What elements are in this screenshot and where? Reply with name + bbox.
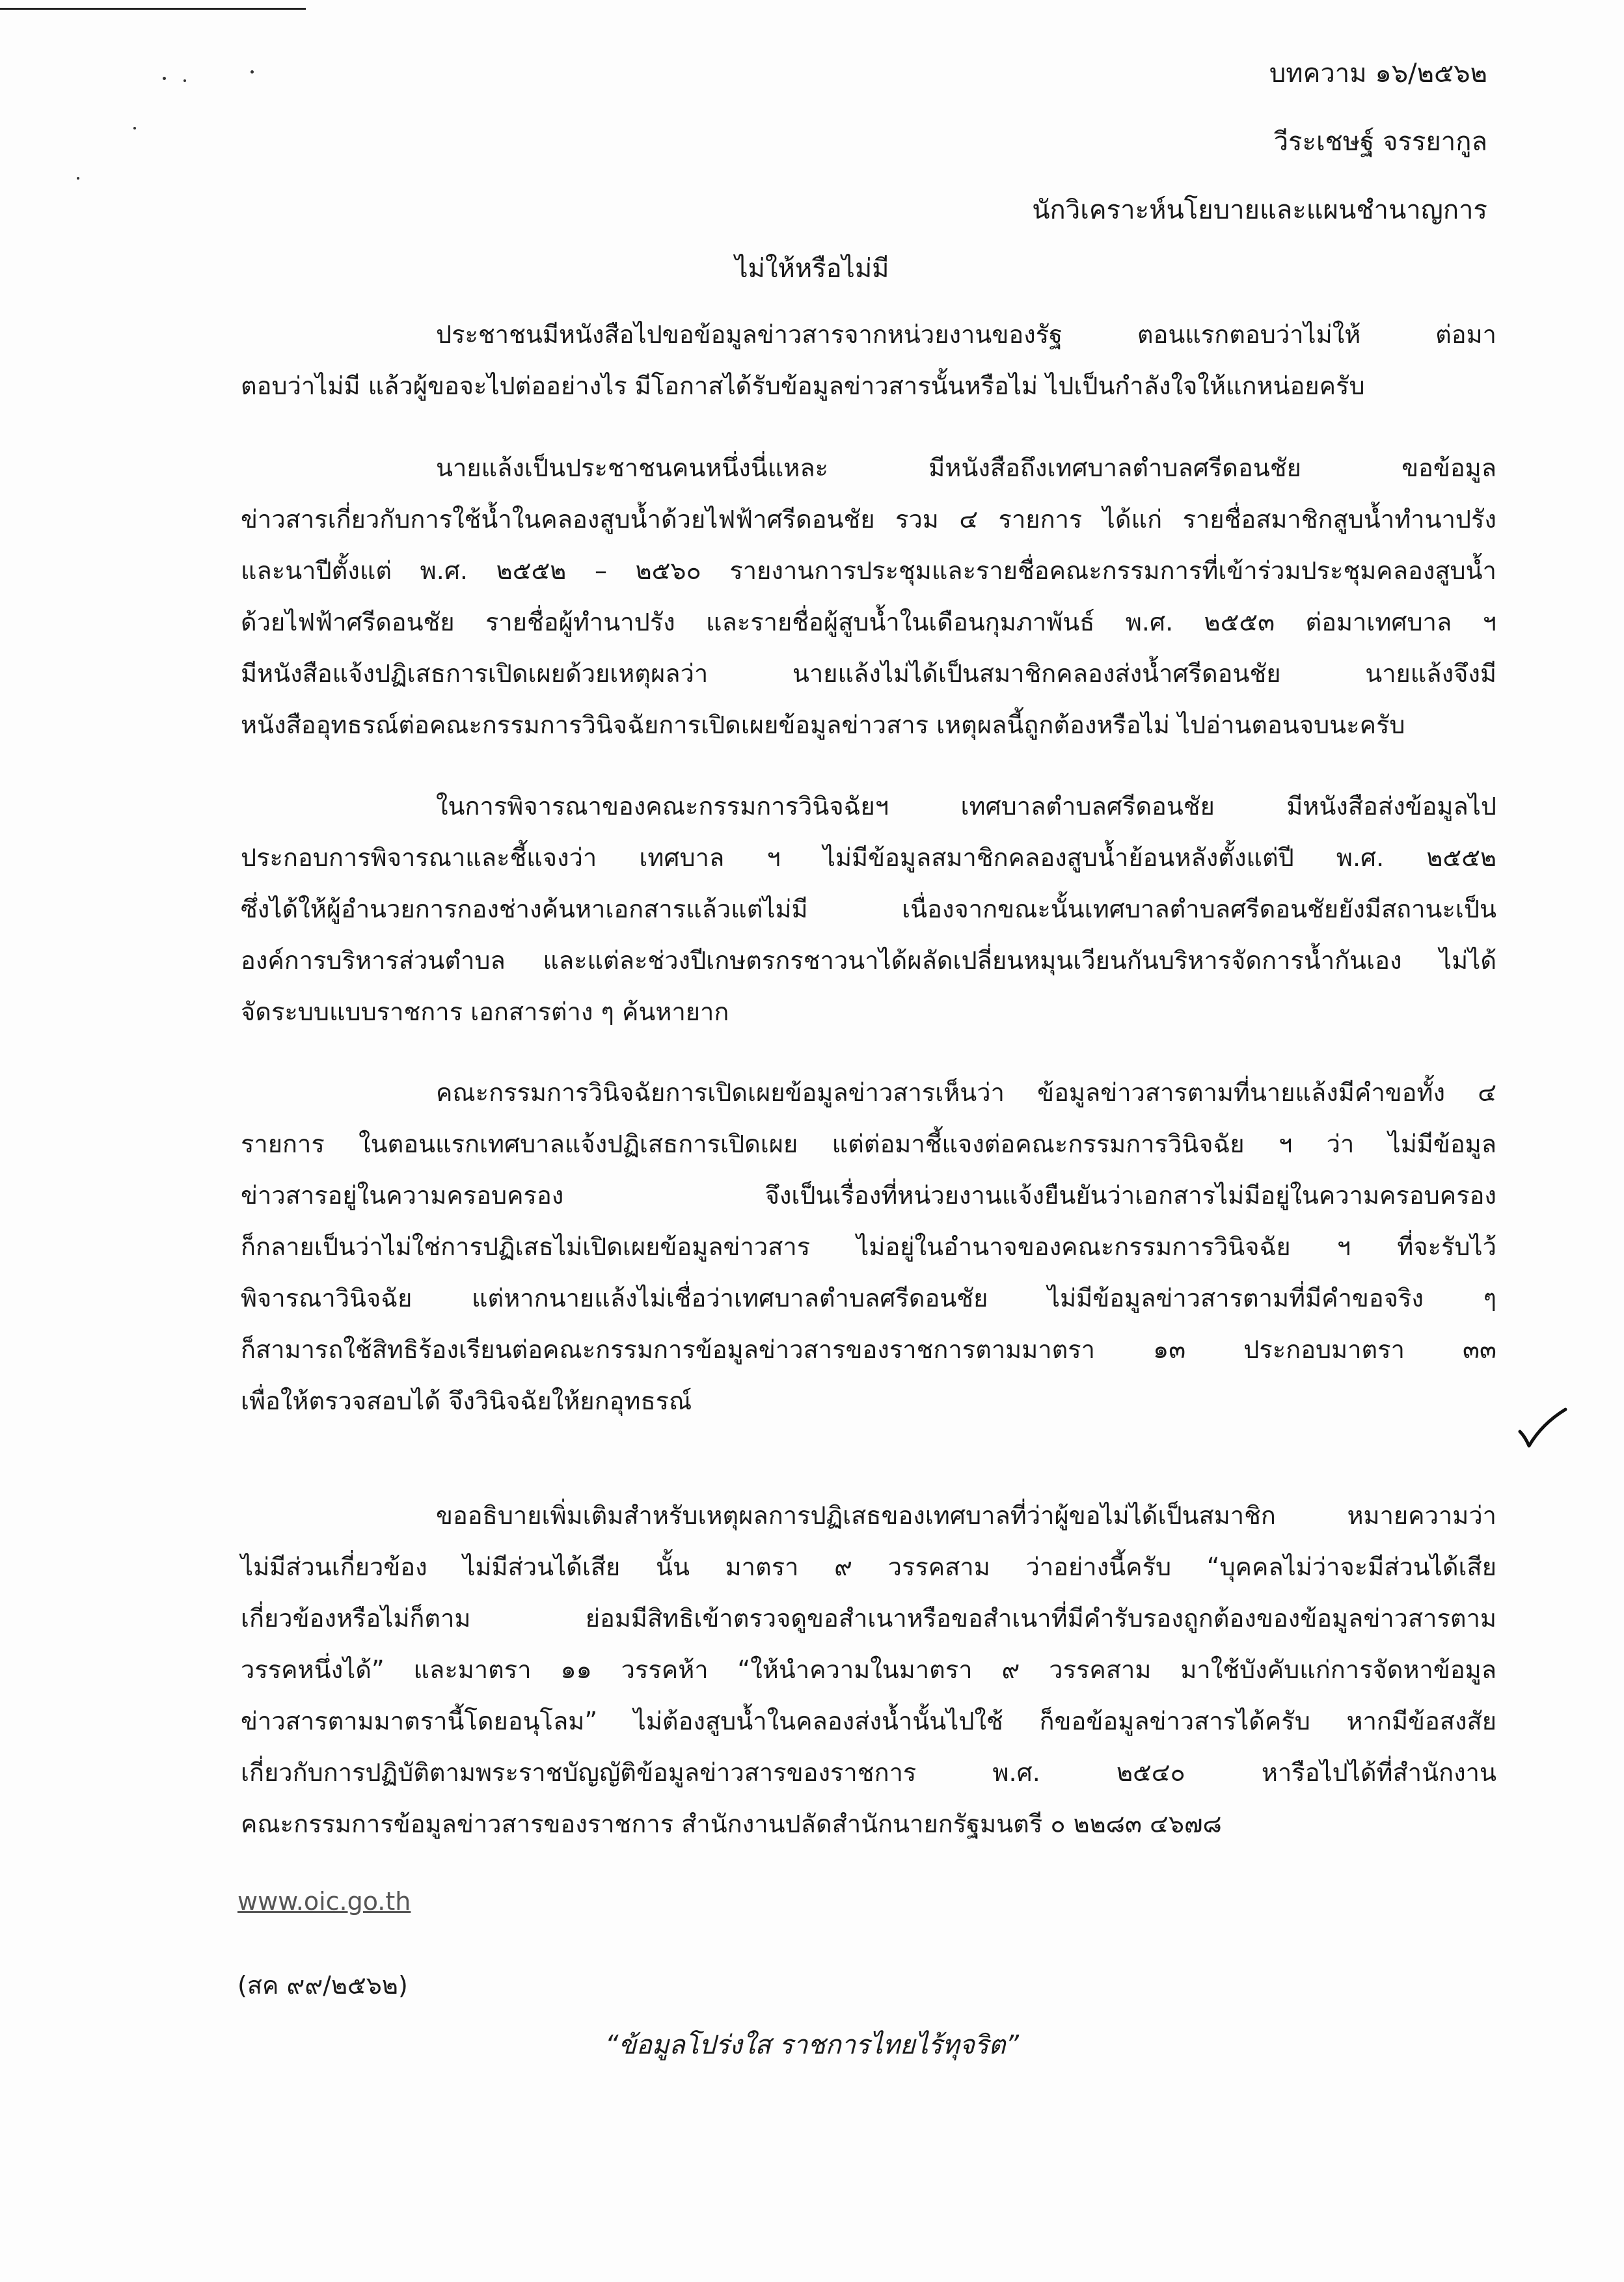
paragraph-2 xyxy=(241,442,1496,751)
scan-speck xyxy=(77,177,79,180)
paragraph-3 xyxy=(241,781,1496,1038)
paragraph-line: จัดระบบแบบราชการ เอกสารต่าง ๆ ค้นหายาก xyxy=(241,998,729,1026)
reference-code: (สค ๙๙/๒๕๖๒) xyxy=(237,1971,408,2000)
paragraph-line: และนาปีตั้งแต่ พ.ศ. ๒๕๕๒ – ๒๕๖๐ รายงานการประชุมและรายชื่อคณะกรรมการที่เข้าร่วมประชุมคลองสูบน้ำ xyxy=(241,556,1496,585)
scan-speck xyxy=(183,79,186,82)
paragraph-line: ก็สามารถใช้สิทธิร้องเรียนต่อคณะกรรมการข้อมูลข่าวสารของราชการตามมาตรา ๑๓ ประกอบมาตรา ๓๓ xyxy=(241,1335,1496,1364)
paragraph-line: รายการ ในตอนแรกเทศบาลแจ้งปฏิเสธการเปิดเผย แต่ต่อมาชี้แจงต่อคณะกรรมการวินิจฉัย ฯ ว่า ไม่มีข้อมูล xyxy=(241,1130,1496,1158)
paragraph-line: เพื่อให้ตรวจสอบได้ จึงวินิจฉัยให้ยกอุทธรณ์ xyxy=(241,1387,692,1415)
paragraph-line: มีหนังสือแจ้งปฏิเสธการเปิดเผยด้วยเหตุผลว่า นายแล้งไม่ได้เป็นสมาชิกคลองส่งน้ำศรีดอนชัย นายแล้งจึงมี xyxy=(241,659,1496,688)
paragraph-line: เกี่ยวกับการปฏิบัติตามพระราชบัญญัติข้อมูลข่าวสารของราชการ พ.ศ. ๒๕๔๐ หารือไปได้ที่สำนักงาน xyxy=(241,1758,1496,1787)
scan-artifact-line xyxy=(0,8,306,10)
paragraph-1 xyxy=(241,309,1496,412)
paragraph-line: ข่าวสารตามมาตรานี้โดยอนุโลม” ไม่ต้องสูบน้ำในคลองส่งน้ำนั้นไปใช้ ก็ขอข้อมูลข่าวสารได้ครับ หากมีข้อสงสัย xyxy=(241,1707,1496,1735)
author-name: วีระเชษฐ์ จรรยากูล xyxy=(1273,127,1487,157)
paragraph-4 xyxy=(241,1067,1496,1427)
paragraph-line: ซึ่งได้ให้ผู้อำนวยการกองช่างค้นหาเอกสารแล้วแต่ไม่มี เนื่องจากขณะนั้นเทศบาลตำบลศรีดอนชัยยังมีสถานะเป็น xyxy=(241,895,1496,923)
paragraph-line: ประชาชนมีหนังสือไปขอข้อมูลข่าวสารจากหน่วยงานของรัฐ ตอนแรกตอบว่าไม่ให้ ต่อมา xyxy=(436,320,1496,349)
paragraph-line: นายแล้งเป็นประชาชนคนหนึ่งนี่แหละ มีหนังสือถึงเทศบาลตำบลศรีดอนชัย ขอข้อมูล xyxy=(436,454,1496,482)
paragraph-line: ไม่มีส่วนเกี่ยวข้อง ไม่มีส่วนได้เสีย นั้น มาตรา ๙ วรรคสาม ว่าอย่างนี้ครับ “บุคคลไม่ว่าจะมีส่วนได้เสีย xyxy=(241,1553,1496,1581)
slogan: “ข้อมูลโปร่งใส ราชการไทยไร้ทุจริต” xyxy=(604,2030,1020,2060)
scan-speck xyxy=(163,77,166,80)
paragraph-line: หนังสืออุทธรณ์ต่อคณะกรรมการวินิจฉัยการเปิดเผยข้อมูลข่าวสาร เหตุผลนี้ถูกต้องหรือไม่ ไปอ่านตอนจบนะครับ xyxy=(241,711,1405,739)
handwritten-checkmark-icon xyxy=(1516,1406,1568,1451)
article-number: บทความ ๑๖/๒๕๖๒ xyxy=(1269,59,1487,88)
paragraph-line: องค์การบริหารส่วนตำบล และแต่ละช่วงปีเกษตรกรชาวนาได้ผลัดเปลี่ยนหมุนเวียนกันบริหารจัดการน้ำกันเอง ไม่ได้ xyxy=(241,946,1496,975)
scan-speck xyxy=(133,127,136,129)
paragraph-line: ด้วยไฟฟ้าศรีดอนชัย รายชื่อผู้ทำนาปรัง และรายชื่อผู้สูบน้ำในเดือนกุมภาพันธ์ พ.ศ. ๒๕๕๓ ต่อมาเทศบาล ฯ xyxy=(241,608,1496,636)
paragraph-line: คณะกรรมการข้อมูลข่าวสารของราชการ สำนักงานปลัดสำนักนายกรัฐมนตรี ๐ ๒๒๘๓ ๔๖๗๘ xyxy=(241,1810,1222,1838)
scan-speck xyxy=(250,70,254,74)
paragraph-line: ประกอบการพิจารณาและชี้แจงว่า เทศบาล ฯ ไม่มีข้อมูลสมาชิกคลองสูบน้ำย้อนหลังตั้งแต่ปี พ.ศ. ๒๕๕๒ xyxy=(241,843,1496,872)
paragraph-line: ข่าวสารเกี่ยวกับการใช้น้ำในคลองสูบน้ำด้วยไฟฟ้าศรีดอนชัย รวม ๔ รายการ ได้แก่ รายชื่อสมาชิกสูบน้ำทำนาปรัง xyxy=(241,505,1496,534)
paragraph-5 xyxy=(241,1490,1496,1850)
paragraph-line: วรรคหนึ่งได้” และมาตรา ๑๑ วรรคห้า “ให้นำความในมาตรา ๙ วรรคสาม มาใช้บังคับแก่การจัดหาข้อมูล xyxy=(241,1655,1496,1684)
paragraph-line: ในการพิจารณาของคณะกรรมการวินิจฉัยฯ เทศบาลตำบลศรีดอนชัย มีหนังสือส่งข้อมูลไป xyxy=(436,792,1496,821)
paragraph-line: พิจารณาวินิจฉัย แต่หากนายแล้งไม่เชื่อว่าเทศบาลตำบลศรีดอนชัย ไม่มีข้อมูลข่าวสารตามที่มีคำขอจริง ๆ xyxy=(241,1284,1496,1312)
paragraph-line: ตอบว่าไม่มี แล้วผู้ขอจะไปต่ออย่างไร มีโอกาสได้รับข้อมูลข่าวสารนั้นหรือไม่ ไปเป็นกำลังใจให้แกหน่อยครับ xyxy=(241,372,1365,400)
paragraph-line: เกี่ยวข้องหรือไม่ก็ตาม ย่อมมีสิทธิเข้าตรวจดูขอสำเนาหรือขอสำเนาที่มีคำรับรองถูกต้องของข้อมูลข่าวสารตาม xyxy=(241,1604,1496,1633)
paragraph-line: ขออธิบายเพิ่มเติมสำหรับเหตุผลการปฏิเสธของเทศบาลที่ว่าผู้ขอไม่ได้เป็นสมาชิก หมายความว่า xyxy=(436,1501,1496,1530)
paragraph-line: ข่าวสารอยู่ในความครอบครอง จึงเป็นเรื่องที่หน่วยงานแจ้งยืนยันว่าเอกสารไม่มีอยู่ในความครอบครอง xyxy=(241,1181,1496,1210)
paragraph-line: คณะกรรมการวินิจฉัยการเปิดเผยข้อมูลข่าวสารเห็นว่า ข้อมูลข่าวสารตามที่นายแล้งมีคำขอทั้ง ๔ xyxy=(436,1078,1496,1107)
document-title: ไม่ให้หรือไม่มี xyxy=(735,254,889,284)
paragraph-line: ก็กลายเป็นว่าไม่ใช่การปฏิเสธไม่เปิดเผยข้อมูลข่าวสาร ไม่อยู่ในอำนาจของคณะกรรมการวินิจฉัย ฯ ที่จะรับไว้ xyxy=(241,1232,1496,1261)
author-position: นักวิเคราะห์นโยบายและแผนชำนาญการ xyxy=(1032,195,1487,225)
website-link[interactable]: www.oic.go.th xyxy=(237,1887,411,1916)
